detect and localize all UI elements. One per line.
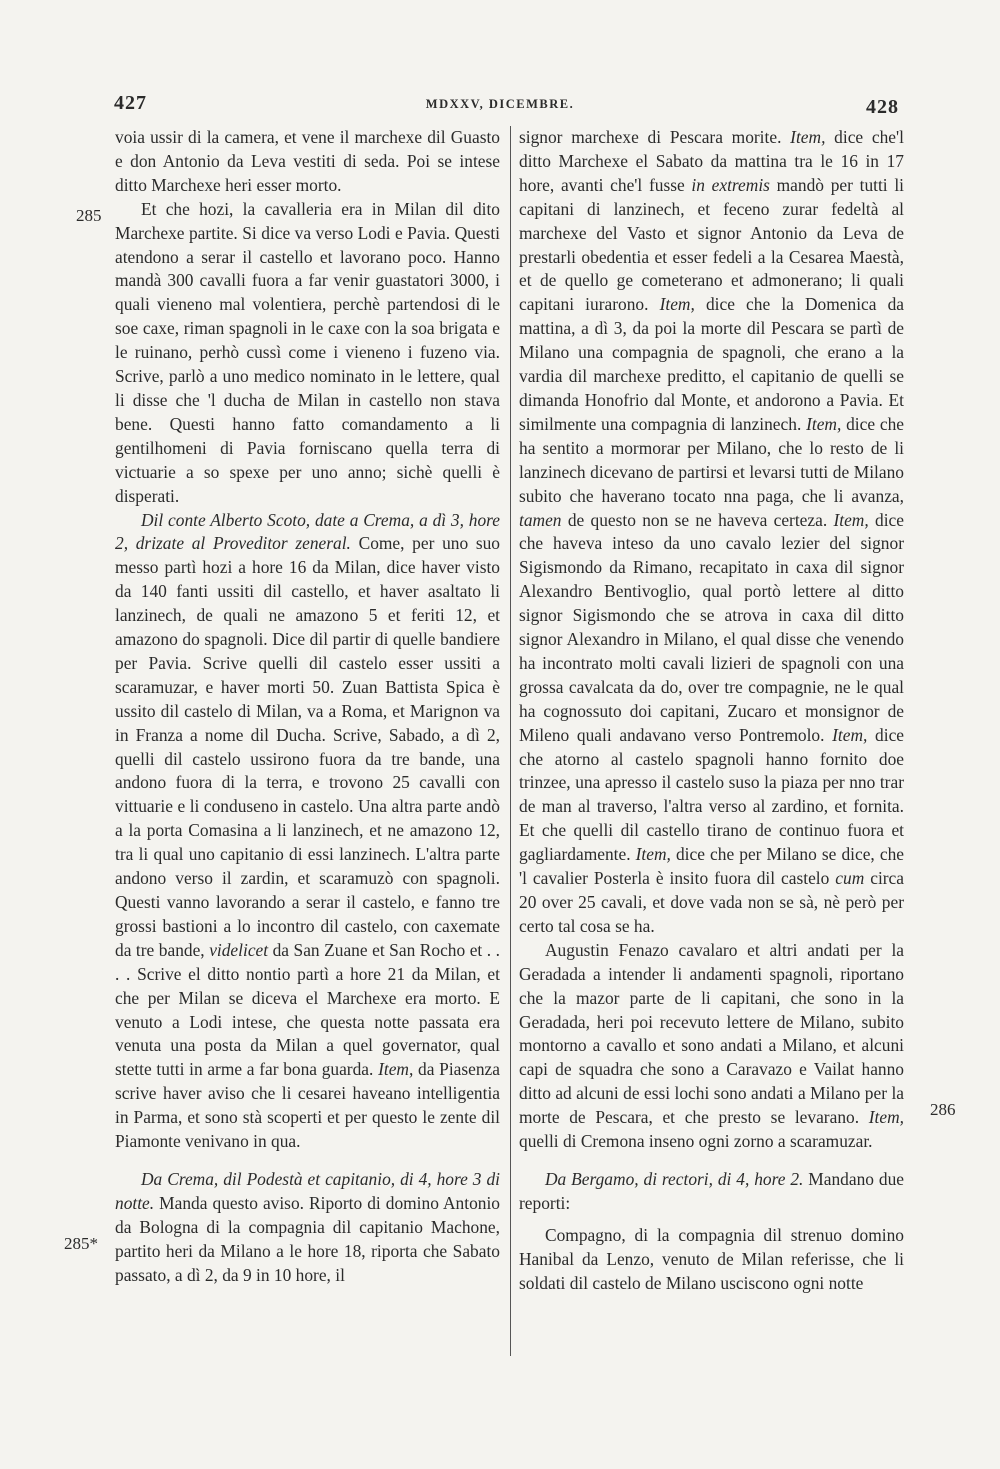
paragraph-text: dice che ha sentito a mormorar per Milano, che lo resto de li lanzinech dicevano de partirsi et levarsi tutti de Milano subito che haverano tocato nna paga, che li avanza, (519, 413, 904, 506)
paragraph (519, 126, 904, 939)
paragraph-text: Et che hozi, la cavalleria era in Milan dil dito Marchexe partite. Si dice va verso Lodi e Pavia. Questi atendono a serar il castello et lavorano poco. Hanno mandà 300 cavalli fuora a far venir guastatori 3000, i quali vieneno mal volentiera, perchè partendosi di le soe caxe, riman spagnoli in le caxe con la soa brigata e le ruinano, perhò cussì come i vieneno i fuzeno via. Scrive, parlò a uno medico nominato in le lettere, qual li disse che 'l ducha de Milan in castello non stava bene. Questi hanno fatto comandamento a li gentilhomeni di Pavia forniscano quella terra di victuarie a so spexe per uno anno; sichè quelli è disperati. (115, 198, 500, 506)
italic-word: tamen (519, 509, 562, 530)
italic-word: cum (835, 868, 865, 889)
paragraph (519, 1168, 904, 1216)
italic-word: Item, (833, 509, 869, 530)
paragraph-text: dice che per Milano se dice, che 'l cavalier Posterla è insito fuora dil castelo (519, 844, 904, 889)
italic-word: Item, (378, 1059, 414, 1080)
paragraph-text: dice che la Domenica da mattina, a dì 3, da poi la morte dil Pescara se partì de Milano una compagnia de spagnoli, che erano a la vardia dil marchexe preditto, el capitanio de quelli se dimanda Honofrio dal Monte, et andorono a Pavia. Et similmente una compagnia di lanzinech. (519, 294, 905, 434)
paragraph-text: dice che atorno al castelo spagnoli hanno fornito doe trinzee, una apresso il castelo suso la piaza per nno trar de man al traverso, l'altra verso al zardino, et fornita. Et che quelli dil castello tirano de continuo fuora et gagliardamente. (519, 724, 905, 865)
paragraph-text: de questo non se ne haveva certeza. (567, 509, 828, 530)
right-column (519, 126, 904, 1296)
italic-word: videlicet (209, 939, 269, 960)
paragraph-text: quelli di Cremona inseno ogni zorno a scaramuzar. (519, 1131, 873, 1152)
paragraph (115, 198, 500, 509)
italic-word: Item, (806, 413, 842, 434)
running-title: MDXXV, DICEMBRE. (425, 97, 575, 111)
paragraph-text: circa 20 over 25 cavali, et dove vada non se sà, nè però per certo tal cosa se ha. (519, 868, 904, 936)
letter-heading: Da Crema, dil Podestà et capitanio, di 4, hore 3 di notte. (115, 1168, 500, 1213)
letter-heading: Dil conte Alberto Scoto, date a Crema, a dì 3, hore 2, drizate al Proveditor zeneral. (115, 509, 500, 554)
margin-number-285-star: 285* (64, 1234, 98, 1253)
paragraph-text: dice che haveva inteso da uno cavalo lezier del signor Sigismondo da Rimano, recapitato in caxa dil signor Alexandro Bentivoglio, qual portò lettere al ditto signor Sigismondo che se atrova in caxa dil ditto signor Alexandro in Milano, el qual disse che venendo ha incontrato molti cavali lizieri de spagnoli con una grossa cavalcata da do, over tre compagnie, ne le qual ha cognossuto doi capitani, Zucaro et monsignor de Mileno quali andavano verso Pontremolo. (519, 509, 904, 745)
margin-number-286: 286 (930, 1100, 956, 1119)
paragraph-text: dice che'l ditto Marchexe el Sabato da mattina tra le 16 in 17 hore, avanti che'l fusse (519, 127, 904, 195)
paragraph (115, 509, 500, 1154)
paragraph-text: mandò per tutti li capitani di lanzinech, et feceno zurar fedeltà al marchexe del Vasto et signor Antonio da Leva de prestarli obedentia et esser fedeli a la Cesarea Maestà, et de quello ge cometerano et admonerano; li quali capitani iurarono. (519, 174, 904, 315)
margin-number-285: 285 (76, 206, 102, 225)
paragraph (115, 1168, 500, 1288)
paragraph-text: Manda questo aviso. Riporto di domino Antonio da Bologna di la compagnia dil capitanio Machone, partito heri da Milano a le hore 18, riporta che Sabato passato, a dì 2, da 9 in 10 hore, il (115, 1192, 500, 1285)
paragraph-text: Augustin Fenazo cavalaro et altri andati per la Geradada a intender li andamenti spagnoli, riportano che la mazor parte de li capitani, che sono in la Geradada, heri poi recevuto lettere de Milano, subito montorno a cavallo et sono andati a Milano, et alcuni capi de squadra che sono a Caravazo e Vailat hanno ditto ad alcuni de essi lochi sono andati a Milano per la morte de Pescara, et che presto se levarano. (519, 939, 904, 1128)
left-column (115, 126, 500, 1288)
paragraph-text: da San Zuane et San Rocho et . . . . Scrive el ditto nontio partì a hore 21 da Milan, et che per Milan se diceva el Marchexe era morto. E venuto a Lodi intese, che questa notte passata era venuta una posta da Milan a quel governator, qual stette tutti in arme a far bona guarda. (115, 939, 500, 1080)
italic-word: in extremis (691, 174, 770, 195)
column-divider (510, 126, 511, 1356)
letter-heading: Da Bergamo, di rectori, di 4, hore 2. (545, 1168, 804, 1189)
italic-word: Item, (659, 294, 695, 315)
paragraph-text: da Piasenza scrive haver aviso che li cesarei haveano intelligentia in Parma, et sono stà scoperti et per questo le zente dil Piamonte venivano in qua. (115, 1059, 500, 1152)
italic-word: Item, (790, 127, 826, 147)
italic-word: Item, (868, 1107, 904, 1128)
paragraph-text: Mandano due reporti: (519, 1168, 904, 1213)
paragraph: Compagno, di la compagnia dil strenuo domino Hanibal da Lenzo, venuto de Milan referisse, che li soldati dil castelo de Milano usciscono ogni notte (519, 1224, 904, 1293)
page-number-right: 428 (866, 96, 899, 118)
paragraph: voia ussir di la camera, et vene il marchexe dil Guasto e don Antonio da Leva vestiti di seda. Poi se intese ditto Marchexe heri esser morto. (115, 127, 500, 195)
running-header (0, 92, 1000, 122)
italic-word: Item, (832, 724, 868, 745)
paragraph (519, 939, 904, 1154)
italic-word: Item, (635, 844, 671, 865)
paragraph-text: signor marchexe di Pescara morite. (519, 127, 782, 147)
page-number-left: 427 (114, 92, 147, 114)
paragraph-text: Come, per uno suo messo partì hozi a hore 16 da Milan, dice haver visto da 140 fanti ussiti dil castello, et haver asaltato li lanzinech, de quali ne amazono 5 et feriti 12, et amazono do spagnoli. Dice dil partir di quelle bandiere per Pavia. Scrive quelli dil castelo esser ussiti a scaramuzar, e haver morti 50. Zuan Battista Spica è ussito dil castelo di Milan, va a Roma, et Marignon va in Franza a nome dil Ducha. Scrive, Sabado, a dì 2, quelli dil castelo ussirono fuora da tre bande, una andono fuora di la terra, e trovono 25 cavalli con vittuarie e li conduseno in castelo. Una altra parte andò a la porta Comasina a li lanzinech, et ne amazono 12, tra li qual uno capitanio di essi lanzinech. L'altra parte andono verso il zardin, et scaramuzò con spagnoli. Questi vanno lavorando a serar il castelo, e fanno tre grossi bastioni a lo incontro dil castelo, con caxemate da tre bande, (115, 533, 500, 960)
